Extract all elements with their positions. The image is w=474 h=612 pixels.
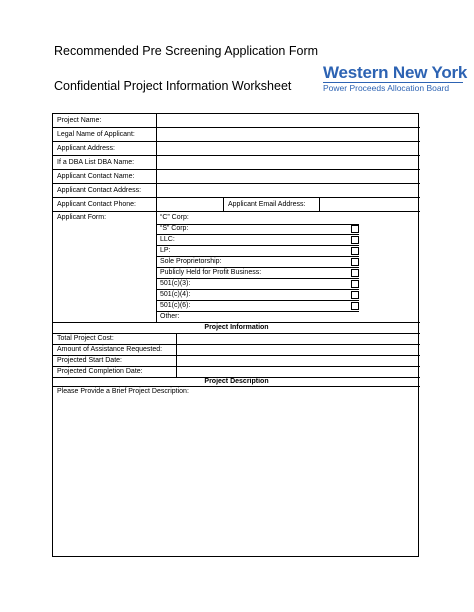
option-other: Other:: [160, 313, 180, 320]
option-501c3: 501(c)(3):: [160, 280, 191, 287]
checkbox-publicly-held[interactable]: [351, 269, 359, 277]
option-lp: LP:: [160, 247, 171, 254]
checkbox-llc[interactable]: [351, 236, 359, 244]
option-sole-proprietorship: Sole Proprietorship:: [160, 258, 222, 265]
worksheet-table: [52, 113, 419, 557]
option-llc: LLC:: [160, 236, 175, 243]
legal-name-label: Legal Name of Applicant:: [57, 131, 135, 138]
applicant-form-label: Applicant Form:: [57, 214, 107, 221]
option-c-corp: “C” Corp:: [160, 214, 189, 221]
completion-date-label: Projected Completion Date:: [57, 368, 143, 375]
checkbox-501c6[interactable]: [351, 302, 359, 310]
logo-line-2: Power Proceeds Allocation Board: [323, 82, 463, 93]
logo-line-1: Western New York: [323, 63, 468, 82]
option-publicly-held: Publicly Held for Profit Business:: [160, 269, 262, 276]
project-name-label: Project Name:: [57, 117, 102, 124]
project-information-header: Project Information: [204, 324, 269, 331]
contact-phone-label: Applicant Contact Phone:: [57, 201, 136, 208]
email-label: Applicant Email Address:: [228, 201, 306, 208]
checkbox-s-corp[interactable]: [351, 225, 359, 233]
start-date-label: Projected Start Date:: [57, 357, 122, 364]
checkbox-501c4[interactable]: [351, 291, 359, 299]
contact-name-label: Applicant Contact Name:: [57, 173, 135, 180]
checkbox-501c3[interactable]: [351, 280, 359, 288]
option-501c6: 501(c)(6):: [160, 302, 191, 309]
option-s-corp: “S” Corp:: [160, 225, 189, 232]
option-501c4: 501(c)(4):: [160, 291, 191, 298]
applicant-address-label: Applicant Address:: [57, 145, 115, 152]
wny-logo: [323, 63, 468, 93]
contact-address-label: Applicant Contact Address:: [57, 187, 142, 194]
description-prompt: Please Provide a Brief Project Description:: [57, 388, 189, 395]
assistance-label: Amount of Assistance Requested:: [57, 346, 163, 353]
form-subtitle: Confidential Project Information Worksheet: [54, 79, 292, 93]
form-title: Recommended Pre Screening Application Form: [54, 44, 319, 58]
project-description-header: Project Description: [204, 378, 269, 385]
checkbox-lp[interactable]: [351, 247, 359, 255]
dba-name-label: If a DBA List DBA Name:: [57, 159, 135, 166]
checkbox-sole-proprietorship[interactable]: [351, 258, 359, 266]
total-cost-label: Total Project Cost:: [57, 335, 114, 342]
